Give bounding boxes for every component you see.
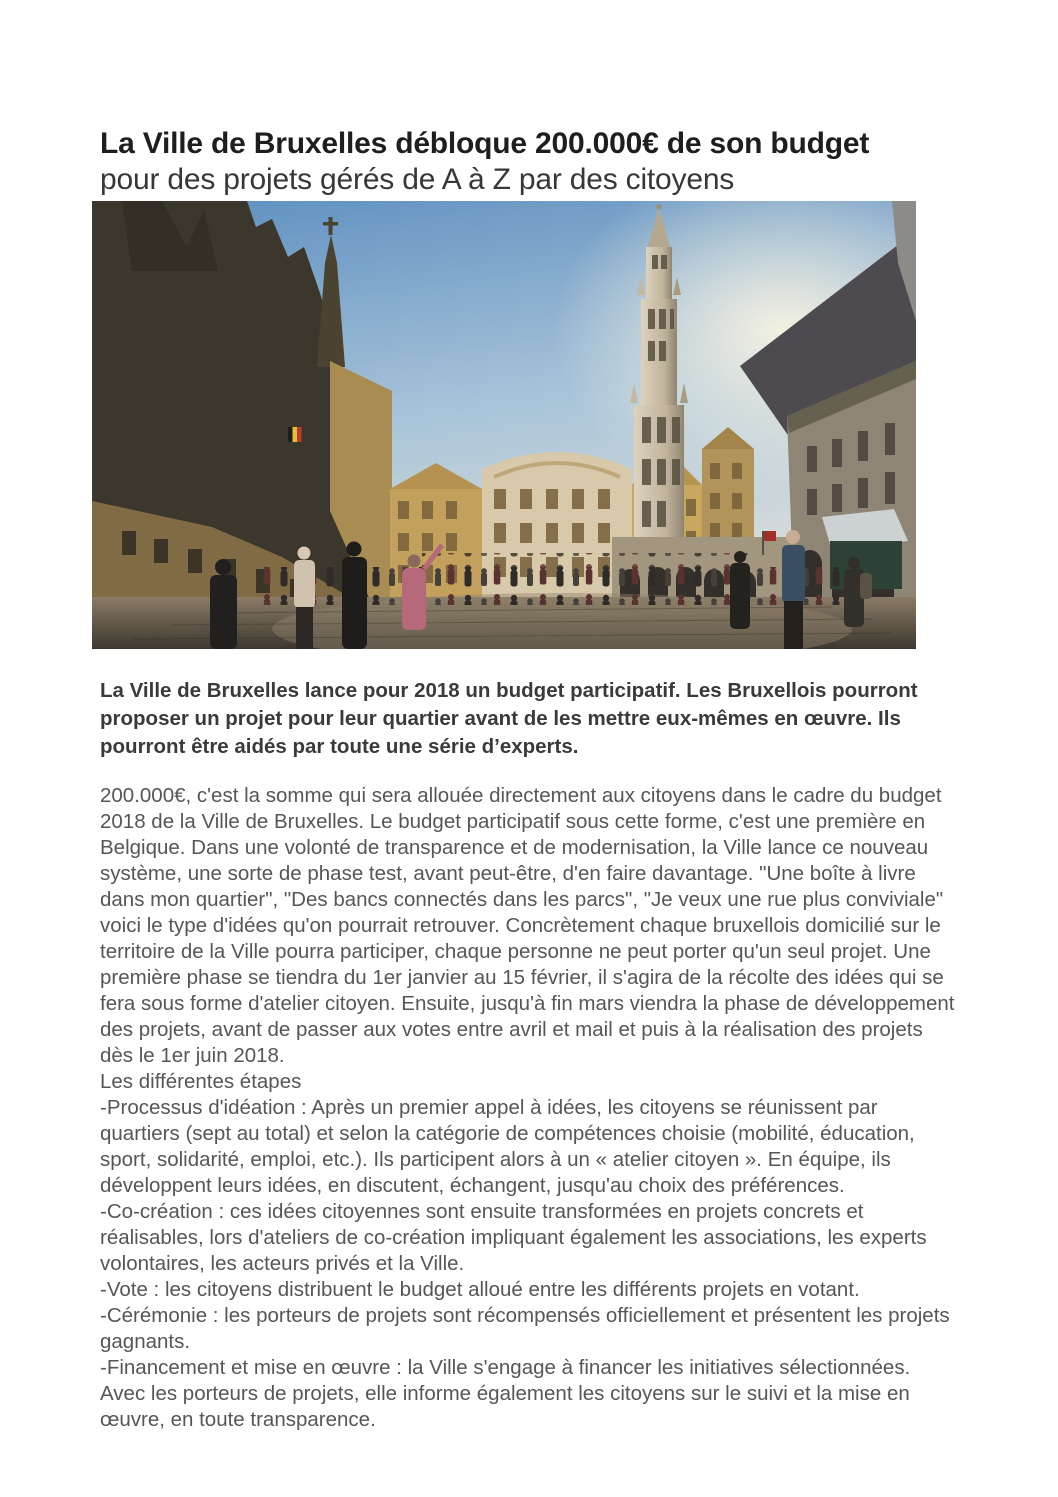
step-ceremonie: -Cérémonie : les porteurs de projets sont récompensés officiellement et présentent les projets gagnants.	[100, 1304, 950, 1353]
grand-place-brussels-photo	[92, 201, 916, 649]
lead-paragraph: La Ville de Bruxelles lance pour 2018 un budget participatif. Les Bruxellois pourront proposer un projet pour leur quartier avant de les mettre eux-mêmes en œuvre. Ils pourront être aidés par toute une série d’experts.	[100, 679, 918, 758]
step-vote: -Vote : les citoyens distribuent le budget alloué entre les différents projets en votant.	[100, 1278, 860, 1301]
body-paragraph: 200.000€, c'est la somme qui sera allouée directement aux citoyens dans le cadre du budget 2018 de la Ville de Bruxelles. Le budget participatif sous cette forme, c'est une première en Belgique. Dans une volonté de transparence et de modernisation, la Ville lance ce nouveau système, une sorte de phase test, avant peut-être, d'en faire davantage. "Une boîte à livre dans mon quartier", "Des bancs connectés dans les parcs", "Je veux une rue plus conviviale" voici le type d'idées qu'on pourrait retrouver. Concrètement chaque bruxellois domicilié sur le territoire de la Ville pourra participer, chaque personne ne peut porter qu'un seul projet. Une première phase se tiendra du 1er janvier au 15 février, il s'agira de la récolte des idées qui se fera sous forme d'atelier citoyen. Ensuite, jusqu'à fin mars viendra la phase de développement des projets, avant de passer aux votes entre avril et mail et puis à la réalisation des projets dès le 1er juin 2018.	[100, 784, 955, 1067]
step-cocreation: -Co-création : ces idées citoyennes sont ensuite transformées en projets concrets et réalisables, lors d'ateliers de co-création impliquant également les associations, les experts volontaires, les acteurs privés et la Ville.	[100, 1200, 927, 1275]
article-title	[100, 126, 960, 198]
step-financement: -Financement et mise en œuvre : la Ville s'engage à financer les initiatives sélectionnées. Avec les porteurs de projets, elle informe également les citoyens sur le suivi et la mise en œuvre, en toute transparence.	[100, 1356, 911, 1431]
steps-heading: Les différentes étapes	[100, 1070, 302, 1093]
article-body	[100, 783, 960, 1433]
article-title-line1: La Ville de Bruxelles débloque 200.000€ de son budget	[100, 127, 870, 160]
step-ideation: -Processus d'idéation : Après un premier appel à idées, les citoyens se réunissent par quartiers (sept au total) et selon la catégorie de compétences choisie (mobilité, éducation, sport, solidarité, emploi, etc.). Ils participent alors à un « atelier citoyen ». En équipe, ils développent leurs idées, en discutent, échangent, jusqu'au choix des préférences.	[100, 1096, 915, 1197]
belgian-flag	[288, 427, 302, 442]
document-page	[100, 126, 960, 1433]
article-title-line2: pour des projets gérés de A à Z par des citoyens	[100, 163, 735, 196]
